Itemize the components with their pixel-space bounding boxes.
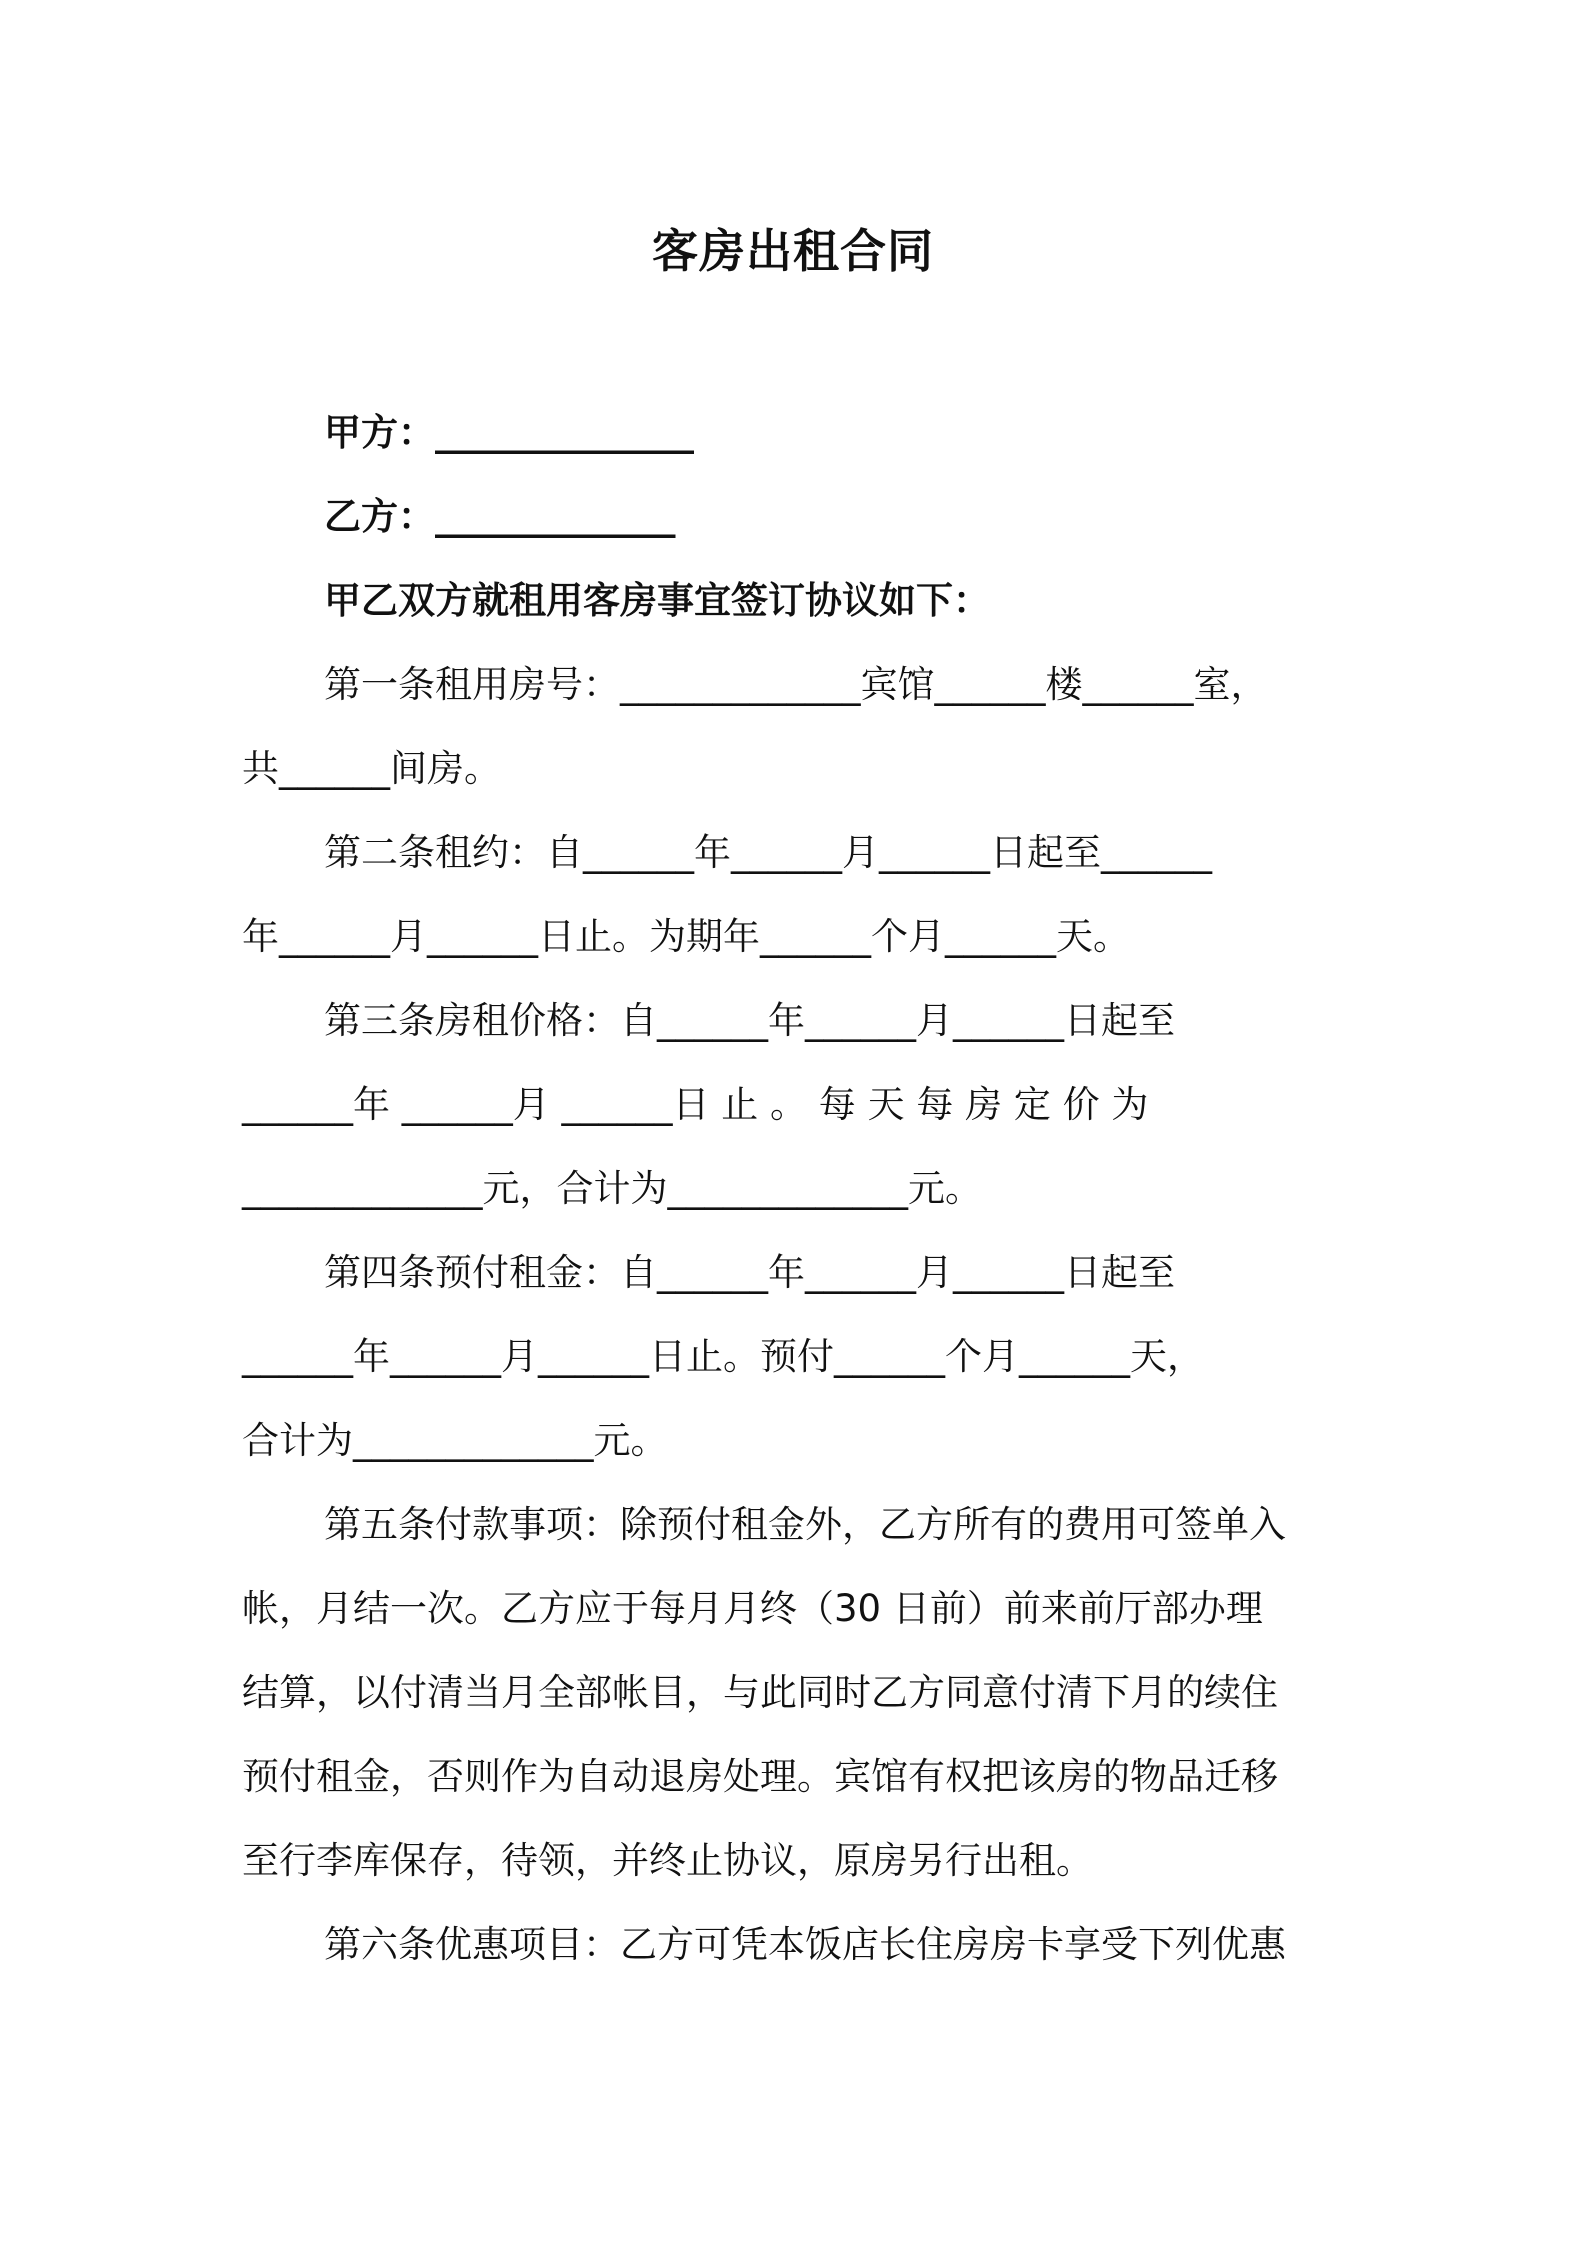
article-4-line-1: 第四条预付租金：自______年______月______日起至 [324,1251,1175,1294]
agreement-intro-line: 甲乙双方就租用客房事宜签订协议如下： [324,579,990,622]
party-a-line: 甲方：______________ [324,411,694,454]
article-5-line-4: 预付租金，否则作为自动退房处理。宾馆有权把该房的物品迁移 [242,1755,1278,1798]
article-4-line-3: 合计为_____________元。 [242,1419,668,1462]
article-5-line-1: 第五条付款事项：除预付租金外，乙方所有的费用可签单入 [324,1503,1286,1546]
article-3-line-2: ______年 ______月 ______日 止 。 每 天 每 房 定 价 为 [242,1083,1149,1126]
article-5-line-2: 帐，月结一次。乙方应于每月月终（30 日前）前来前厅部办理 [242,1587,1263,1630]
article-5-line-3: 结算，以付清当月全部帐目，与此同时乙方同意付清下月的续住 [242,1671,1278,1714]
article-2-line-2: 年______月______日止。为期年______个月______天。 [242,915,1130,958]
article-1-line-1: 第一条租用房号：_____________宾馆______楼______室， [324,663,1268,706]
article-2-line-1: 第二条租约：自______年______月______日起至______ [324,831,1212,874]
article-4-line-2: ______年______月______日止。预付______个月______天， [242,1335,1204,1378]
article-1-line-2: 共______间房。 [242,747,501,790]
article-5-line-5: 至行李库保存，待领，并终止协议，原房另行出租。 [242,1839,1093,1882]
article-3-line-3: _____________元，合计为_____________元。 [242,1167,982,1210]
document-title: 客房出租合同 [652,224,934,278]
article-3-line-1: 第三条房租价格：自______年______月______日起至 [324,999,1175,1042]
party-b-line: 乙方：_____________ [324,495,676,538]
article-6-line-1: 第六条优惠项目：乙方可凭本饭店长住房房卡享受下列优惠 [324,1923,1286,1966]
